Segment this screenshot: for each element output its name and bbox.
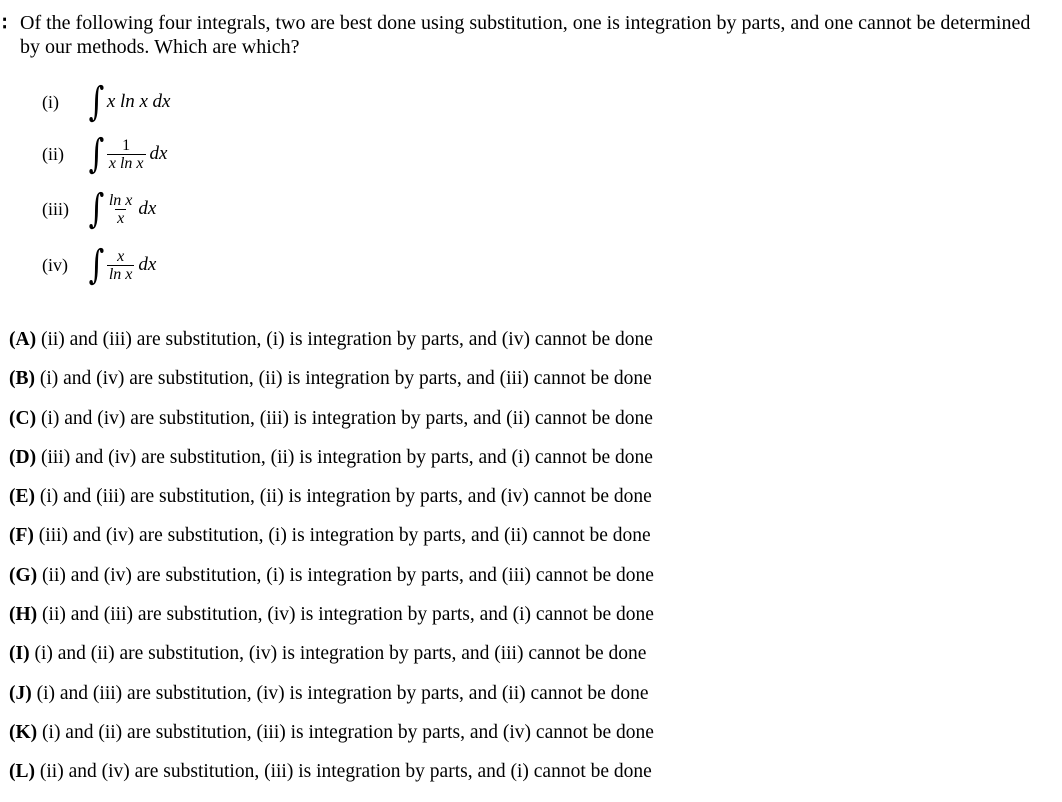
question-text: Of the following four integrals, two are best done using substitution, one is integration by parts, and one cannot be determined by our methods. Which are which? xyxy=(20,12,1031,58)
option-h[interactable] xyxy=(9,601,809,640)
denominator: ln x xyxy=(108,265,133,283)
denominator: x ln x xyxy=(108,154,144,172)
option-text: (iii) and (iv) are substitution, (ii) is integration by parts, and (i) cannot be done xyxy=(40,446,653,468)
differential: dx xyxy=(138,198,157,219)
numerator: 1 xyxy=(122,136,131,154)
integral-label: (iv) xyxy=(42,254,68,275)
option-b[interactable] xyxy=(9,365,809,404)
option-i[interactable] xyxy=(9,640,809,679)
option-letter: (E) xyxy=(9,486,35,508)
option-text: (iii) and (iv) are substitution, (i) is integration by parts, and (ii) cannot be done xyxy=(38,525,651,547)
option-c[interactable] xyxy=(9,405,809,444)
differential: dx xyxy=(149,143,168,164)
option-letter: (H) xyxy=(9,604,38,626)
integral-label: (i) xyxy=(42,91,59,112)
option-d[interactable] xyxy=(9,444,809,483)
option-g[interactable] xyxy=(9,562,809,601)
integral-sign-icon: ∫ xyxy=(88,186,105,232)
option-letter: (A) xyxy=(9,329,37,350)
denominator: x xyxy=(117,209,125,227)
integrand: x ln x xyxy=(106,91,148,112)
option-letter: (B) xyxy=(9,368,35,390)
fraction xyxy=(107,192,135,227)
option-j[interactable] xyxy=(9,680,809,719)
option-text: (ii) and (iv) are substitution, (i) is integration by parts, and (iii) cannot be done xyxy=(42,564,654,586)
option-text: (i) and (iv) are substitution, (ii) is integration by parts, and (iii) cannot be done xyxy=(39,368,652,390)
integral-i xyxy=(42,78,170,126)
fraction xyxy=(107,137,146,172)
integral-sign-icon: ∫ xyxy=(88,79,105,125)
option-f[interactable] xyxy=(9,522,809,561)
integral-iv xyxy=(42,241,156,289)
option-letter: (G) xyxy=(9,564,38,586)
differential: dx xyxy=(152,91,171,112)
option-text: (i) and (iii) are substitution, (ii) is integration by parts, and (iv) cannot be done xyxy=(39,486,652,508)
option-l[interactable] xyxy=(9,758,809,797)
option-text: (i) and (iii) are substitution, (iv) is integration by parts, and (ii) cannot be done xyxy=(36,682,649,704)
option-letter: (K) xyxy=(9,721,38,743)
option-text: (i) and (ii) are substitution, (iv) is integration by parts, and (iii) cannot be done xyxy=(34,643,647,665)
integral-ii xyxy=(42,130,167,178)
numerator: ln x xyxy=(108,191,133,209)
option-letter: (L) xyxy=(9,761,35,783)
option-k[interactable] xyxy=(9,719,809,758)
fraction xyxy=(107,248,135,283)
integral-label: (iii) xyxy=(42,198,69,219)
option-letter: (J) xyxy=(9,682,32,704)
option-text: (ii) and (iv) are substitution, (iii) is integration by parts, and (i) cannot be done xyxy=(39,761,652,783)
option-text: (i) and (iv) are substitution, (iii) is integration by parts, and (ii) cannot be done xyxy=(40,407,653,429)
option-text: (ii) and (iii) are substitution, (i) is integration by parts, and (iv) cannot be done xyxy=(40,329,653,350)
option-text: (ii) and (iii) are substitution, (iv) is integration by parts, and (i) cannot be done xyxy=(42,604,654,626)
question-marker: ∶ xyxy=(2,13,8,35)
option-a[interactable] xyxy=(9,326,809,365)
numerator: x xyxy=(117,247,125,265)
differential: dx xyxy=(138,254,157,275)
option-text: (i) and (ii) are substitution, (iii) is integration by parts, and (iv) cannot be done xyxy=(42,721,654,743)
integral-label: (ii) xyxy=(42,143,64,164)
integral-iii xyxy=(42,185,156,233)
option-e[interactable] xyxy=(9,483,809,522)
integral-sign-icon: ∫ xyxy=(88,242,105,288)
option-letter: (D) xyxy=(9,446,37,468)
option-letter: (F) xyxy=(9,525,34,547)
answer-options xyxy=(9,326,809,798)
option-letter: (C) xyxy=(9,407,37,429)
option-letter: (I) xyxy=(9,643,30,665)
integral-sign-icon: ∫ xyxy=(88,131,105,177)
